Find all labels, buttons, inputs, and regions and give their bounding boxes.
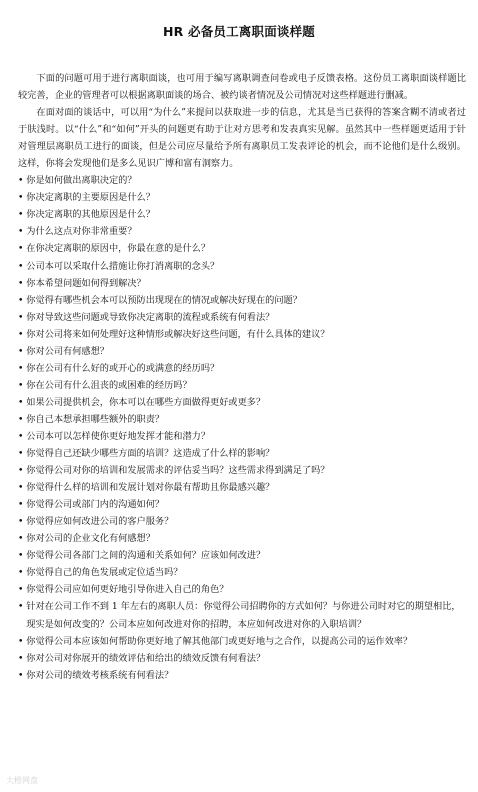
list-item: • 你在公司有什么好的或开心的或满意的经历吗？	[18, 360, 466, 377]
list-item: • 你觉得什么样的培训和发展计划对你最有帮助且你最感兴趣？	[18, 479, 466, 496]
list-item: • 你觉得公司或部门内的沟通如何？	[18, 496, 466, 513]
list-item: • 你觉得自己还缺少哪些方面的培训？这造成了什么样的影响？	[18, 445, 466, 462]
watermark: 大橙网盘	[6, 776, 38, 785]
question-list	[18, 172, 466, 683]
list-item: • 你觉得公司各部门之间的沟通和关系如何？应该如何改进？	[18, 547, 466, 564]
list-item: • 为什么这点对你非常重要？	[18, 223, 466, 240]
list-item: • 你在公司有什么沮丧的或困难的经历吗？	[18, 377, 466, 394]
list-item: • 你觉得公司本应该如何帮助你更好地了解其他部门或更好地与之合作，以提高公司的运作效率？	[18, 633, 466, 650]
intro-paragraph: 在面对面的谈话中，可以用“为什么”来提问以获取进一步的信息，尤其是当已获得的答案含糊不清或者过于肤浅时。以“什么”和“如何”开头的问题更有助于让对方思考和发表真实见解。虽然其中一些样题更适用于针对管理层离职员工进行的面谈，但是公司应尽量给予所有离职员工发表评论的机会，而不论他们是什么级别。这样，你将会发现他们是多么见识广博和富有洞察力。	[18, 107, 466, 170]
list-item: • 你觉得公司对你的培训和发展需求的评估妥当吗？这些需求得到满足了吗？	[18, 462, 466, 479]
list-item: • 公司本可以采取什么措施让你打消离职的念头？	[18, 258, 466, 275]
list-item: • 你决定离职的其他原因是什么？	[18, 206, 466, 223]
list-item: • 你对公司的绩效考核系统有何看法？	[18, 667, 466, 684]
list-item: • 如果公司提供机会，你本可以在哪些方面做得更好或更多？	[18, 394, 466, 411]
list-item: • 公司本可以怎样使你更好地发挥才能和潜力？	[18, 428, 466, 445]
document-body	[18, 70, 466, 684]
list-item: • 你觉得有哪些机会本可以预防出现现在的情况或解决好现在的问题？	[18, 292, 466, 309]
list-item: • 在你决定离职的原因中，你最在意的是什么？	[18, 240, 466, 257]
list-item: • 你觉得公司应如何更好地引导你进入自己的角色？	[18, 581, 466, 598]
document-title: HR 必备员工离职面谈样题	[162, 24, 316, 39]
list-item: • 你决定离职的主要原因是什么？	[18, 189, 466, 206]
list-item: • 你觉得应如何改进公司的客户服务？	[18, 513, 466, 530]
list-item: • 你对公司有何感想？	[18, 343, 466, 360]
list-item: • 你对导致这些问题或导致你决定离职的流程或系统有何看法？	[18, 309, 466, 326]
list-item: • 你觉得自己的角色发展或定位适当吗？	[18, 564, 466, 581]
list-item: • 你对公司对你展开的绩效评估和给出的绩效反馈有何看法？	[18, 650, 466, 667]
intro-paragraph: 下面的问题可用于进行离职面谈，也可用于编写离职调查问卷或电子反馈表格。这份员工离职面谈样题比较完善，企业的管理者可以根据离职面谈的场合、被约谈者情况及公司情况对这些样题进行删减。	[18, 73, 466, 102]
list-item: • 你本希望问题如何得到解决？	[18, 275, 466, 292]
list-item: • 你是如何做出离职决定的？	[18, 172, 466, 189]
list-item: • 你对公司将来如何处理好这种情形或解决好这些问题，有什么具体的建议？	[18, 326, 466, 343]
list-item: • 你对公司的企业文化有何感想？	[18, 530, 466, 547]
list-item: • 你自己本想承担哪些额外的职责？	[18, 411, 466, 428]
list-item: • 针对在公司工作不到 1 年左右的离职人员：你觉得公司招聘你的方式如何？与你进公司时对它的期望相比，现实是如何改变的？公司本应如何改进对你的招聘，本应如何改进对你的入职培训？	[18, 598, 466, 632]
